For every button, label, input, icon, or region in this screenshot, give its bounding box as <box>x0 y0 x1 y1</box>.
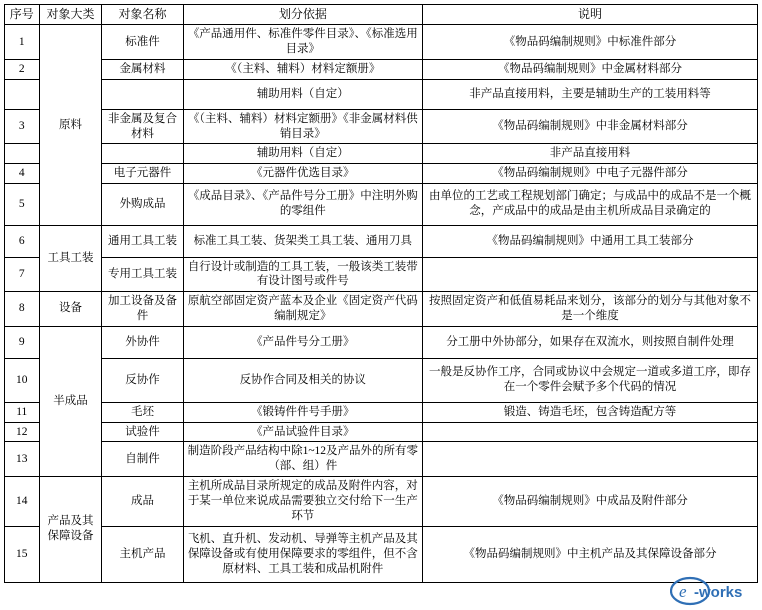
table-row <box>5 109 758 143</box>
cell-group-tooling: 工具工装 <box>39 225 102 291</box>
column-header-group: 对象大类 <box>39 5 102 25</box>
cell-desc <box>423 442 758 476</box>
cell-name: 非金属及复合材料 <box>102 109 183 143</box>
cell-no: 10 <box>5 358 40 402</box>
cell-name: 外协件 <box>102 326 183 358</box>
cell-desc: 一般是反协作工序，合同或协议中会规定一道或多道工序，即存在一个零件会赋予多个代码的情况 <box>423 358 758 402</box>
cell-basis: 《产品通用件、标准件零件目录》、《标准选用目录》 <box>183 25 422 59</box>
cell-name: 自制件 <box>102 442 183 476</box>
cell-basis: 辅助用料（自定） <box>183 79 422 109</box>
cell-name: 通用工具工装 <box>102 225 183 257</box>
cell-basis: 原航空部固定资产蓝本及企业《固定资产代码编制规定》 <box>183 292 422 326</box>
table-row <box>5 292 758 326</box>
cell-no: 1 <box>5 25 40 59</box>
table-header <box>5 5 758 25</box>
cell-no: 3 <box>5 109 40 143</box>
cell-group-product: 产品及其保障设备 <box>39 476 102 582</box>
table-header-row <box>5 5 758 25</box>
table-row <box>5 25 758 59</box>
column-header-name: 对象名称 <box>102 5 183 25</box>
cell-basis: 辅助用料（自定） <box>183 144 422 164</box>
classification-table <box>4 4 758 583</box>
cell-basis: 《产品件号分工册》 <box>183 326 422 358</box>
cell-desc: 非产品直接用料，主要是辅助生产的工装用料等 <box>423 79 758 109</box>
table-row <box>5 442 758 476</box>
cell-basis: 《产品试验件目录》 <box>183 422 422 442</box>
table-row <box>5 144 758 164</box>
cell-desc: 锻造、铸造毛坯，包含铸造配方等 <box>423 402 758 422</box>
cell-no <box>5 79 40 109</box>
cell-no: 13 <box>5 442 40 476</box>
cell-group-equipment: 设备 <box>39 292 102 326</box>
table-row <box>5 163 758 183</box>
column-header-desc: 说明 <box>423 5 758 25</box>
cell-no: 6 <box>5 225 40 257</box>
cell-no: 7 <box>5 257 40 291</box>
cell-basis: 《锻铸件件号手册》 <box>183 402 422 422</box>
cell-no: 11 <box>5 402 40 422</box>
cell-name: 电子元器件 <box>102 163 183 183</box>
cell-basis: 自行设计或制造的工具工装，一般该类工装带有设计图号或件号 <box>183 257 422 291</box>
cell-no: 12 <box>5 422 40 442</box>
cell-desc: 《物品码编制规则》中通用工具工装部分 <box>423 225 758 257</box>
cell-group-raw-material: 原料 <box>39 25 102 225</box>
cell-desc: 由单位的工艺或工程规划部门确定；与成品中的成品不是一个概念，产成品中的成品是由主机所成品目录确定的 <box>423 183 758 225</box>
table-row <box>5 326 758 358</box>
table-row <box>5 225 758 257</box>
table-row <box>5 59 758 79</box>
table-row <box>5 358 758 402</box>
cell-basis: 《（主料、辅料）材料定额册》《非金属材料供销目录》 <box>183 109 422 143</box>
svg-text:-works: -works <box>694 584 743 601</box>
cell-no: 8 <box>5 292 40 326</box>
cell-desc: 按照固定资产和低值易耗品来划分，该部分的划分与其他对象不是一个维度 <box>423 292 758 326</box>
table-row <box>5 183 758 225</box>
cell-group-semi-finished: 半成品 <box>39 326 102 476</box>
table-row <box>5 422 758 442</box>
cell-basis: 标准工具工装、货架类工具工装、通用刀具 <box>183 225 422 257</box>
table-row <box>5 79 758 109</box>
cell-no: 5 <box>5 183 40 225</box>
table-row <box>5 526 758 582</box>
cell-desc <box>423 422 758 442</box>
cell-desc: 非产品直接用料 <box>423 144 758 164</box>
cell-basis: 制造阶段产品结构中除1~12及产品外的所有零（部、组）件 <box>183 442 422 476</box>
cell-no: 9 <box>5 326 40 358</box>
cell-no: 15 <box>5 526 40 582</box>
cell-name: 试验件 <box>102 422 183 442</box>
cell-desc: 《物品码编制规则》中成品及附件部分 <box>423 476 758 526</box>
table-row <box>5 257 758 291</box>
cell-name <box>102 144 183 164</box>
cell-no <box>5 144 40 164</box>
column-header-no: 序号 <box>5 5 40 25</box>
cell-name <box>102 79 183 109</box>
cell-name: 金属材料 <box>102 59 183 79</box>
cell-desc: 《物品码编制规则》中标准件部分 <box>423 25 758 59</box>
cell-desc: 《物品码编制规则》中非金属材料部分 <box>423 109 758 143</box>
cell-no: 14 <box>5 476 40 526</box>
cell-basis: 《元器件优选目录》 <box>183 163 422 183</box>
cell-no: 4 <box>5 163 40 183</box>
cell-name: 主机产品 <box>102 526 183 582</box>
cell-name: 加工设备及备件 <box>102 292 183 326</box>
cell-name: 专用工具工装 <box>102 257 183 291</box>
cell-desc <box>423 257 758 291</box>
cell-desc: 《物品码编制规则》中主机产品及其保障设备部分 <box>423 526 758 582</box>
table-row <box>5 402 758 422</box>
cell-name: 反协作 <box>102 358 183 402</box>
cell-name: 外购成品 <box>102 183 183 225</box>
table-body <box>5 25 758 582</box>
cell-basis: 主机所成品目录所规定的成品及附件内容，对于某一单位来说成品需要独立交付给下一生产环节 <box>183 476 422 526</box>
cell-name: 毛坯 <box>102 402 183 422</box>
cell-basis: 《（主料、辅料）材料定额册》 <box>183 59 422 79</box>
cell-name: 标准件 <box>102 25 183 59</box>
cell-desc: 分工册中外协部分，如果存在双流水，则按照自制件处理 <box>423 326 758 358</box>
cell-no: 2 <box>5 59 40 79</box>
cell-desc: 《物品码编制规则》中电子元器件部分 <box>423 163 758 183</box>
cell-name: 成品 <box>102 476 183 526</box>
eworks-watermark-logo <box>670 576 756 606</box>
table-row <box>5 476 758 526</box>
svg-text:e: e <box>679 582 687 601</box>
cell-desc: 《物品码编制规则》中金属材料部分 <box>423 59 758 79</box>
cell-basis: 反协作合同及相关的协议 <box>183 358 422 402</box>
column-header-basis: 划分依据 <box>183 5 422 25</box>
cell-basis: 飞机、直升机、发动机、导弹等主机产品及其保障设备或有使用保障要求的零组件，但不含原材料、工具工装和成品机附件 <box>183 526 422 582</box>
cell-basis: 《成品目录》、《产品件号分工册》中注明外购的零组件 <box>183 183 422 225</box>
